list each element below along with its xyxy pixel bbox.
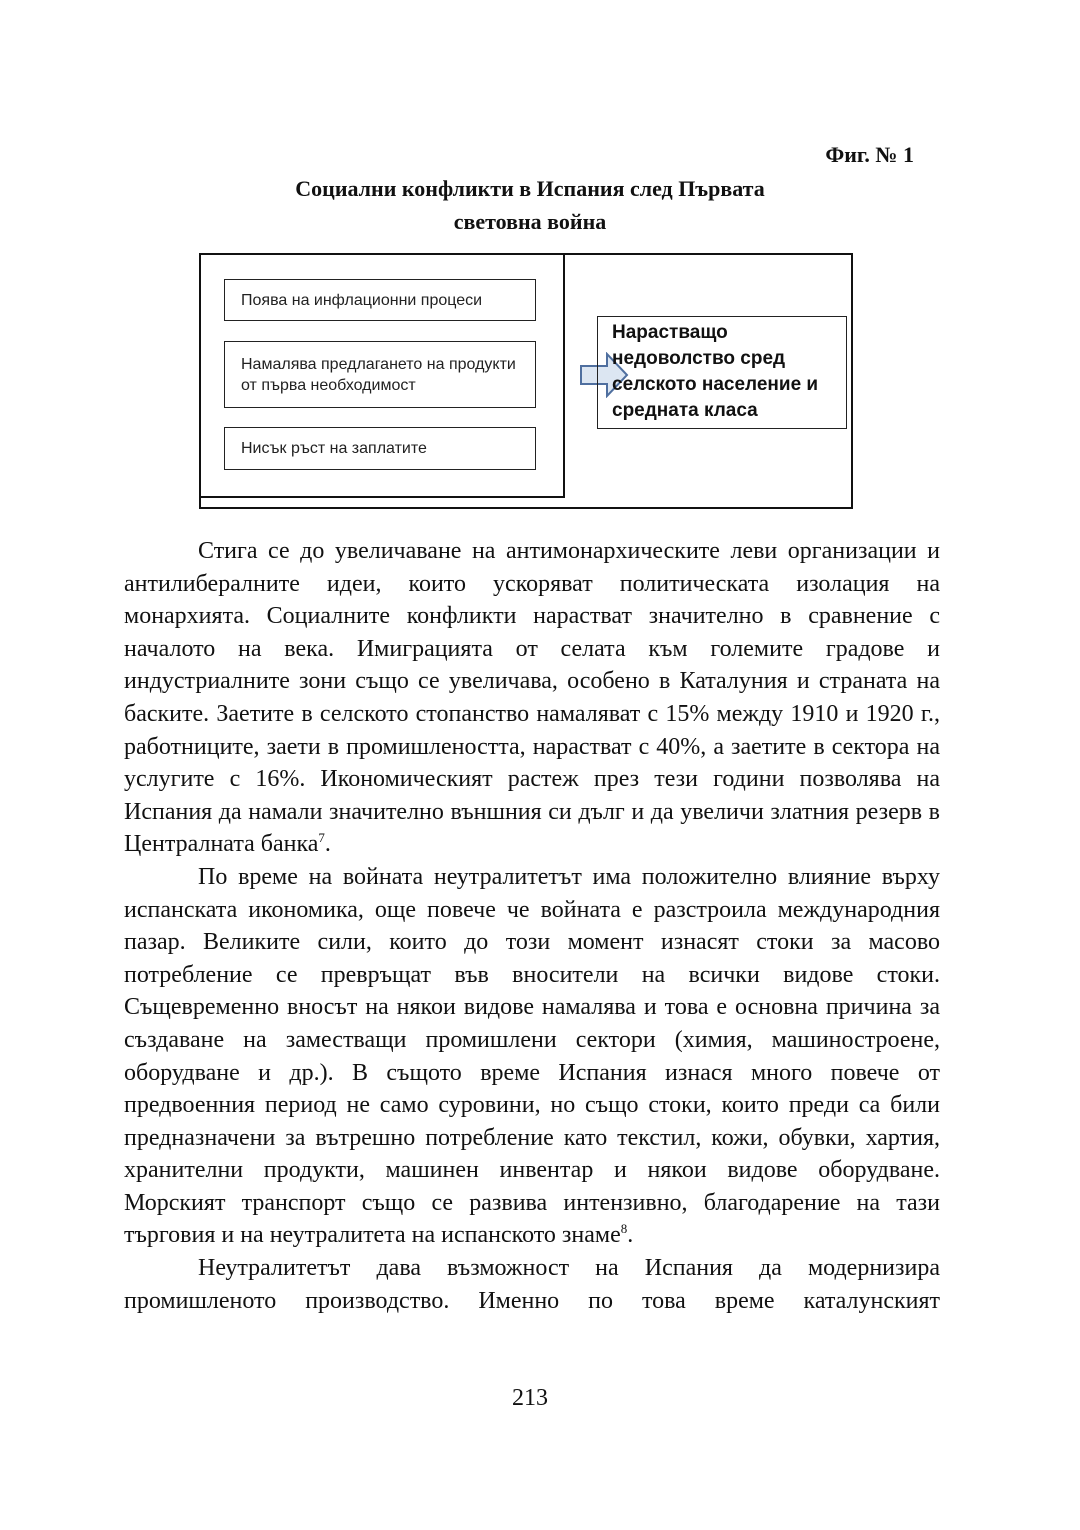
figure-title-line-2: световна война [453, 209, 607, 234]
causes-panel [201, 255, 565, 498]
figure-label: Фиг. № 1 [825, 142, 914, 167]
diagram [199, 253, 853, 509]
paragraph-text: Стига се до увеличаване на антимонархическите леви организации и антилибералните идеи, които ускоряват политическата изолация на монархията. Социалните конфликти нарастват значително в сравнение с началото на века. Имиграцията от селата към големите градове и индустриалните зони също се увеличава, особено в Каталуния и страната на баските. Заетите в селското стопанство намаляват с 15% между 1910 и 1920 г., работниците, заети в промишлеността, нарастват с 40%, а заетите в сектора на услугите с 16%. Икономическият растеж през тези години позволява на Испания да намали значително външния си дълг и да увеличи златния резерв в Централната банка [124, 538, 940, 858]
cause-box-wages [224, 427, 536, 470]
body-text [124, 535, 940, 1317]
cause-text: Нисък ръст на заплатите [241, 440, 427, 457]
paragraph-end: . [324, 831, 331, 858]
cause-text: Намалява предлагането на продукти от първа необходимост [241, 355, 516, 394]
footnote-ref-7[interactable]: 7 [318, 830, 325, 846]
paragraph-1 [124, 535, 940, 861]
result-box: Нарастващо недоволство сред селското население и средната класа [597, 316, 847, 429]
figure-title-line-1: Социални конфликти в Испания след Първата [295, 176, 765, 201]
cause-box-supply [224, 341, 536, 408]
page-number: 213 [512, 1385, 548, 1411]
cause-text: Поява на инфлационни процеси [241, 291, 483, 309]
paragraph-text: По време на войната неутралитетът има положително влияние върху испанската икономика, още повече че войната е разстроила международния пазар. Великите сили, които до този момент изнасят стоки за масово потребление се превръщат във вносители на всички видове стоки. Същевременно вносът на някои видове намалява и това е основна причина за създаване на заместващи промишлени сектори (химия, машиностроене, оборудване и др.). В същото време Испания изнася много повече от предвоенния период не само суровини, но също стоки, които преди са били предназначени за вътрешно потребление като текстил, кожи, обувки, хартия, хранителни продукти, машинен инвентар и някои видове оборудване. Морският транспорт също се развива интензивно, благодарение на тази търговия и на неутралитета на испанското знаме [124, 863, 940, 1249]
cause-box-inflation [224, 279, 536, 321]
footnote-ref-8[interactable]: 8 [620, 1221, 628, 1237]
paragraph-3 [124, 1252, 940, 1317]
paragraph-2 [124, 861, 940, 1252]
paragraph-text: Неутралитетът дава възможност на Испания да модернизира промишленото производство. Именно по това време каталунският [124, 1255, 940, 1314]
paragraph-end: . [627, 1222, 634, 1249]
figure-title [0, 172, 1060, 238]
